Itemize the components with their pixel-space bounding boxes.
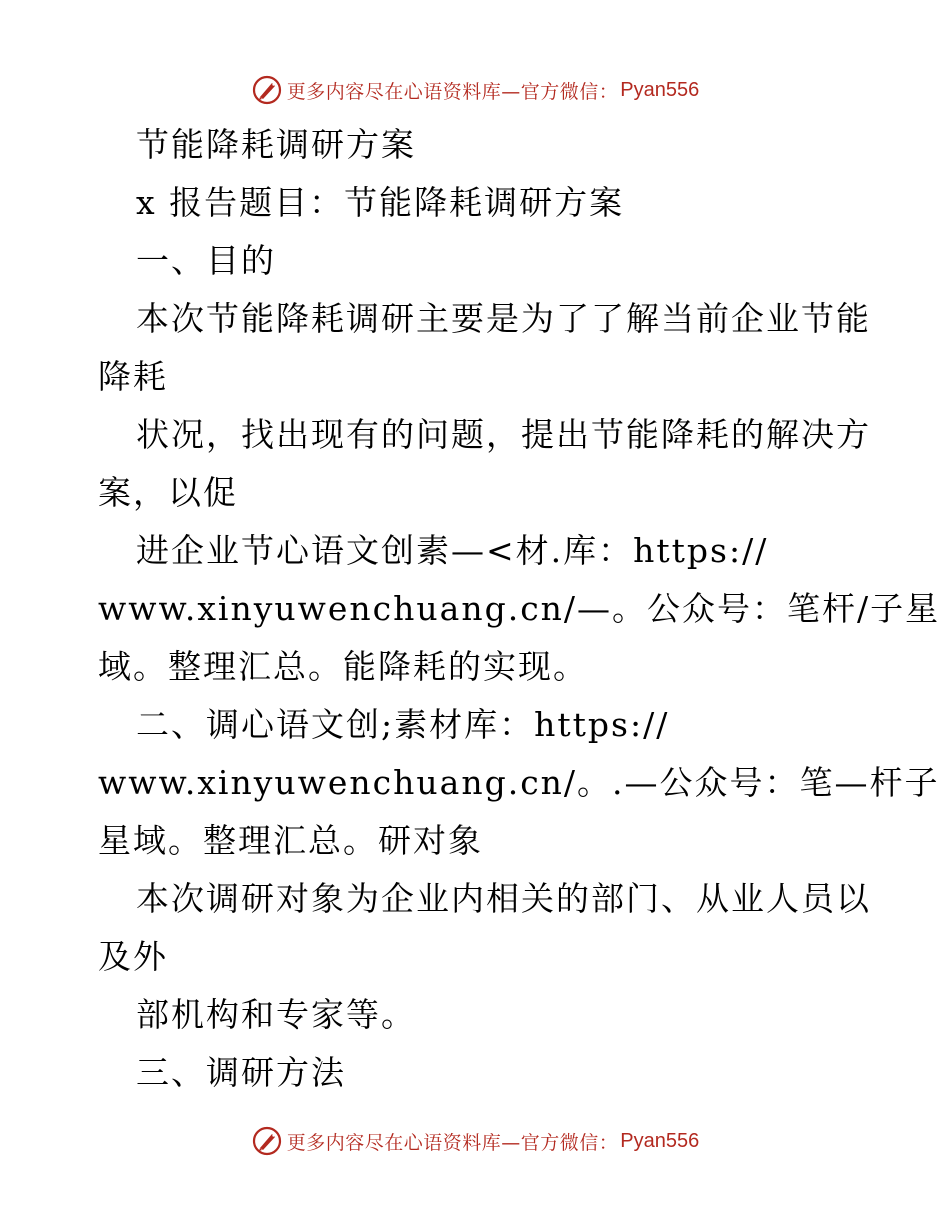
paragraph-line: 状况，找出现有的问题，提出节能降耗的解决方 <box>136 415 871 454</box>
paragraph-line: 本次节能降耗调研主要是为了了解当前企业节能 <box>136 299 871 338</box>
paragraph-line: 域。整理汇总。能降耗的实现。 <box>98 647 588 686</box>
paragraph-line: www.xinyuwenchuang.cn/。.—公众号：笔—杆子 <box>98 763 940 802</box>
section-heading-purpose: 一、目的 <box>136 241 276 280</box>
paragraph-line: 本次调研对象为企业内相关的部门、从业人员以 <box>136 879 871 918</box>
paragraph-line: 部机构和专家等。 <box>136 995 416 1034</box>
watermark-text: 更多内容尽在心语资料库—官方微信： <box>286 80 619 103</box>
watermark-handle: Pyan556 <box>620 78 700 101</box>
document-body <box>98 116 941 1102</box>
pen-circle-logo-icon <box>251 74 283 106</box>
header-watermark <box>0 70 950 110</box>
pen-circle-logo-icon <box>251 1125 283 1157</box>
paragraph-line: 降耗 <box>98 357 168 396</box>
paragraph-line: 案，以促 <box>98 473 238 512</box>
paragraph-line: 进企业节心语文创素—<材.库：https:// <box>136 531 769 570</box>
watermark-text: 更多内容尽在心语资料库—官方微信： <box>286 1131 619 1154</box>
document-title: 节能降耗调研方案 <box>136 125 416 164</box>
paragraph-line: 及外 <box>98 937 168 976</box>
watermark-handle: Pyan556 <box>620 1129 700 1152</box>
paragraph-line: www.xinyuwenchuang.cn/—。公众号：笔杆/子星 <box>98 589 941 628</box>
section-heading-objects: 二、调心语文创;素材库：https:// <box>136 705 670 744</box>
report-topic-line: x 报告题目：节能降耗调研方案 <box>136 183 625 222</box>
section-heading-methods: 三、调研方法 <box>136 1053 346 1092</box>
paragraph-line: 星域。整理汇总。研对象 <box>98 821 483 860</box>
footer-watermark <box>0 1121 950 1161</box>
